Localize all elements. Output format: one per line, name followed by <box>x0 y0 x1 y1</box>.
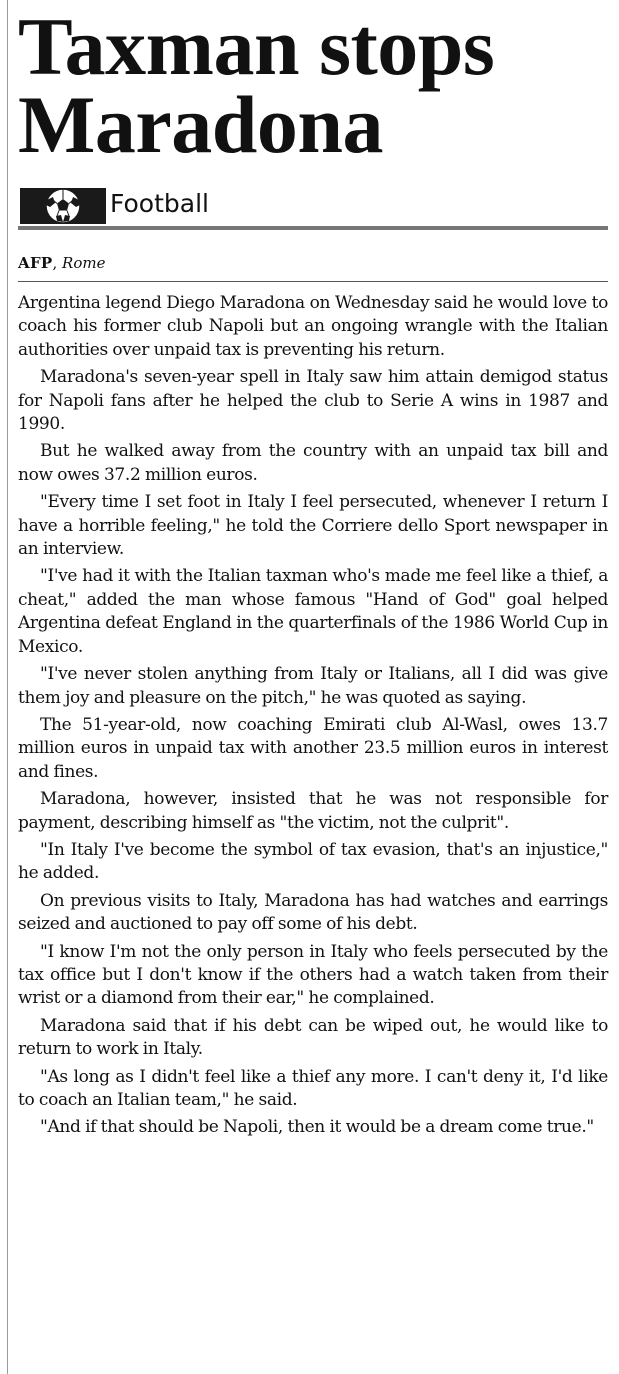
byline <box>18 254 608 272</box>
article-body <box>18 292 608 1140</box>
soccer-ball-icon <box>20 188 106 224</box>
paragraph: "In Italy I've become the symbol of tax evasion, that's an injustice," he added. <box>18 839 608 884</box>
paragraph: "I know I'm not the only person in Italy who feels persecuted by the tax office but I don't know if the others had a watch taken from their wrist or a diamond from their ear," he complained. <box>18 941 608 1009</box>
paragraph: "As long as I didn't feel like a thief any more. I can't deny it, I'd like to coach an Italian team," he said. <box>18 1066 608 1110</box>
paragraph: "I've had it with the Italian taxman who's made me feel like a thief, a cheat," added the man whose famous "Hand of God" goal helped Argentina defeat England in the quarterfinals of the 1986 World Cup in Mexico. <box>18 566 608 657</box>
section-divider <box>18 226 608 230</box>
paragraph: Maradona, however, insisted that he was not responsible for payment, describing himself as "the victim, not the culprit". <box>18 789 608 833</box>
section-label: Football <box>110 189 209 218</box>
paragraph: "And if that should be Napoli, then it would be a dream come true." <box>40 1117 594 1138</box>
paragraph: "I've never stolen anything from Italy or Italians, all I did was give them joy and pleasure on the pitch," he was quoted as saying. <box>18 664 608 708</box>
byline-divider <box>18 281 608 282</box>
article <box>18 0 608 1144</box>
byline-place: Rome <box>62 254 106 272</box>
paragraph: On previous visits to Italy, Maradona has had watches and earrings seized and auctioned to pay off some of his debt. <box>18 890 608 935</box>
paragraph: Maradona said that if his debt can be wiped out, he would like to return to work in Italy. <box>18 1015 608 1060</box>
column-rule <box>7 0 8 1374</box>
byline-agency: AFP <box>18 254 53 272</box>
paragraph: Maradona's seven-year spell in Italy saw him attain demigod status for Napoli fans after he helped the club to Serie A wins in 1987 and 1990. <box>18 367 608 435</box>
paragraph: The 51-year-old, now coaching Emirati club Al-Wasl, owes 13.7 million euros in unpaid tax with another 23.5 million euros in interest and fines. <box>18 714 608 782</box>
paragraph: "Every time I set foot in Italy I feel persecuted, whenever I return I have a horrible feeling," he told the Corriere dello Sport newspaper in an interview. <box>18 492 608 560</box>
section-header <box>18 186 608 226</box>
byline-separator: , <box>52 254 58 272</box>
paragraph: Argentina legend Diego Maradona on Wednesday said he would love to coach his former club Napoli but an ongoing wrangle with the Italian authorities over unpaid tax is preventing his return. <box>18 293 608 360</box>
paragraph: But he walked away from the country with an unpaid tax bill and now owes 37.2 million euros. <box>18 441 608 485</box>
headline: Taxman stops Maradona <box>18 1 495 170</box>
